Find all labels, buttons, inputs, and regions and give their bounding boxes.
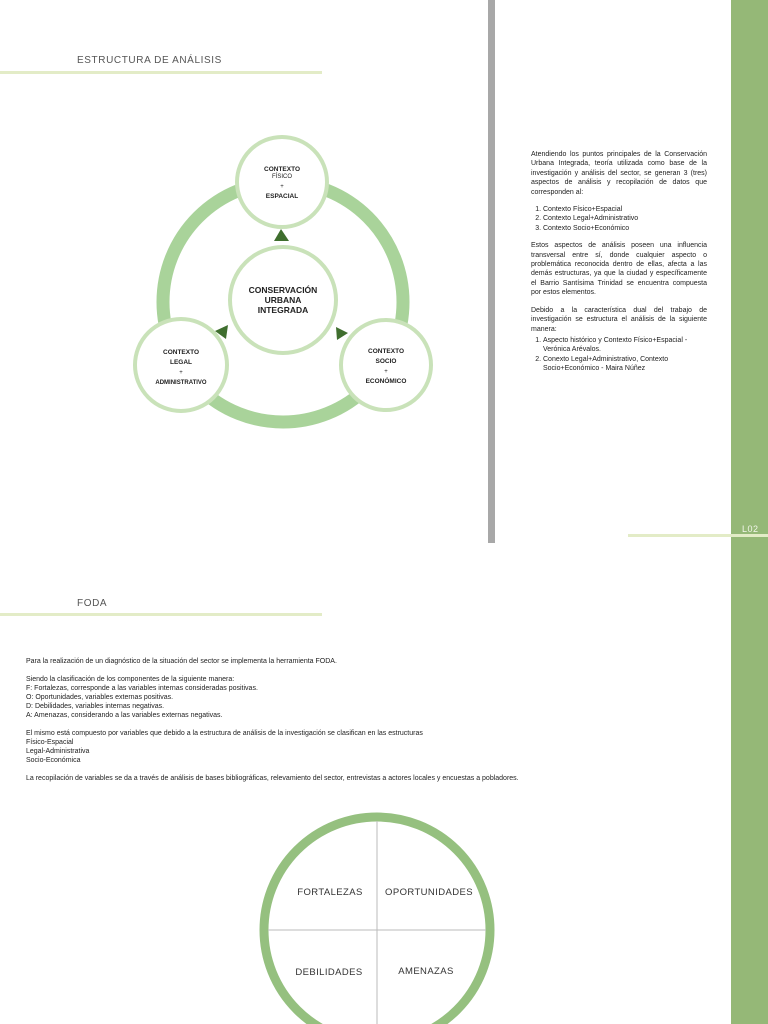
list-item: 1. Aspecto histórico y Contexto Físico+Espacial - Verónica Arévalos. [543,336,707,355]
analysis-description [531,150,707,382]
foda-paragraph-3 [26,729,666,765]
intro-paragraph: Atendiendo los puntos principales de la Conservación Urbana Integrada, teoría utilizada como base de la investigación y análisis del sector, se generan 3 (tres) aspectos de análisis y recopilación de datos que corresponden al: [531,151,707,196]
foda-line: Legal-Administrativa [26,748,90,755]
section-title-foda: FODA [77,598,108,609]
left-node-line-3: + [179,370,183,376]
left-node-line-2: LEGAL [169,359,193,366]
right-node-line-4: ECONÓMICO [365,378,407,385]
foda-line: F: Fortalezas, corresponde a las variables internas consideradas positivas. [26,685,258,692]
list-item: 2. Contexto Legal+Administrativo [543,214,707,223]
page-number-underline [628,534,768,537]
left-node-line-4: ADMINISTRATIVO [155,380,207,386]
foda-line: Físico-Espacial [26,739,74,746]
foda-paragraph-2 [26,675,666,720]
list-item: 1. Contexto Físico+Espacial [543,205,707,214]
right-node-line-1: CONTEXTO [368,348,404,355]
foda-line: A: Amenazas, considerando a las variables externas negativas. [26,712,223,719]
center-line-3: INTEGRADA [257,305,309,315]
center-line-1: CONSERVACIÓN [248,285,318,295]
foda-line: D: Debilidades, variables internas negativas. [26,703,165,710]
foda-paragraph-4: La recopilación de variables se da a través de análisis de bases bibliográficas, relevamiento del sector, entrevistas a actores locales y encuestas a pobladores. [26,775,519,782]
quadrant-debilidades: DEBILIDADES [295,967,363,978]
left-node-line-1: CONTEXTO [163,349,199,356]
vertical-divider [488,0,495,543]
top-node-line-1: CONTEXTO [264,166,300,173]
list-item: 3. Contexto Socio+Económico [543,224,707,233]
top-node-line-2: FÍSICO [271,174,293,180]
arrow-right-icon [336,327,348,340]
node-socio-economico [341,320,431,410]
arrow-up-icon [274,229,289,241]
foda-diagram [255,810,500,1024]
right-node-line-2: SOCIO [375,358,397,365]
foda-paragraph-1: Para la realización de un diagnóstico de la situación del sector se implementa la herramienta FODA. [26,658,337,665]
structure-paragraph: Debido a la característica dual del trabajo de investigación se estructura el análisis de la siguiente manera: [531,306,707,333]
center-line-2: URBANA [264,295,302,305]
quadrant-oportunidades: OPORTUNIDADES [385,887,473,898]
quadrant-fortalezas: FORTALEZAS [297,887,363,898]
foda-description [26,657,666,792]
list-item: 2. Conexto Legal+Administrativo, Contexto Socio+Económico - Maira Núñez [543,355,707,374]
foda-line: Siendo la clasificación de los componentes de la siguiente manera: [26,676,235,683]
quadrant-amenazas: AMENAZAS [398,966,454,977]
right-node-line-3: + [384,369,388,375]
influence-paragraph: Estos aspectos de análisis poseen una influencia transversal entre sí, donde cualquier aspecto o problemática reconocida dentro de ellas, afecta a las demás estructuras, ya que la ciudad y específicamente el Barrio Santísima Trinidad se encuentra compuesta por estos elementos. [531,242,707,297]
top-node-line-4: ESPACIAL [265,193,299,200]
page-number: L02 [742,524,759,534]
side-accent-band [731,0,768,1024]
section-title-underline [0,71,322,74]
foda-line: O: Oportunidades, variables externas positivas. [26,694,174,701]
authors-list [531,336,707,374]
foda-line: El mismo está compuesto por variables que debido a la estructura de análisis de la investigación se clasifican en las estructuras [26,730,423,737]
analysis-structure-diagram [120,130,440,430]
section-title-underline [0,613,322,616]
aspects-list [531,205,707,233]
top-node-line-3: + [280,184,284,190]
foda-line: Socio-Económica [26,757,81,764]
section-title-estructura: ESTRUCTURA DE ANÁLISIS [77,55,222,66]
node-fisico-espacial [237,137,327,227]
